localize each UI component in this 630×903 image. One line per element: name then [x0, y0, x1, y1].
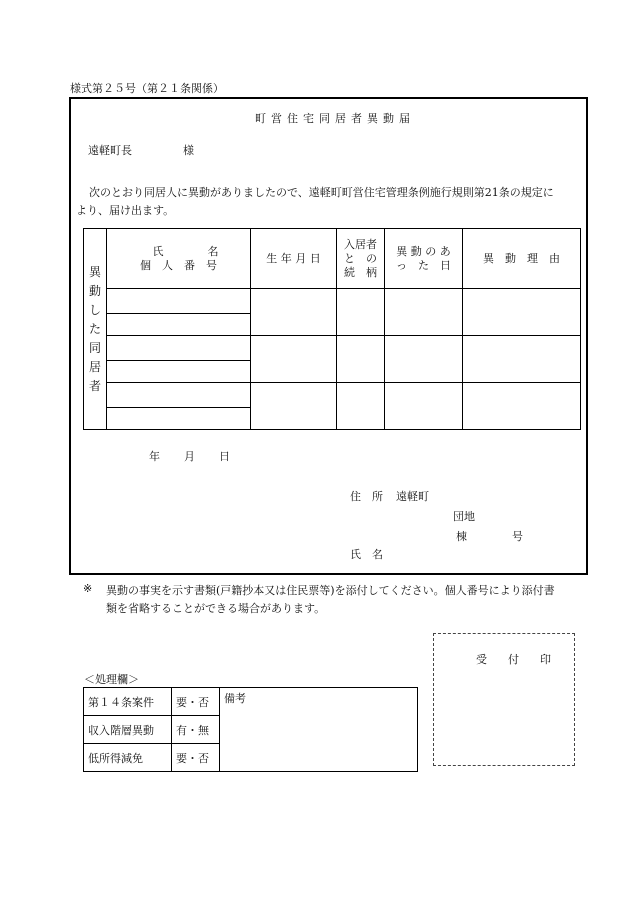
header-birthdate: 生 年 月 日: [251, 229, 337, 289]
processing-value[interactable]: 要・否: [172, 744, 220, 772]
name-cell[interactable]: [107, 289, 251, 314]
name-cell[interactable]: [107, 383, 251, 408]
reason-cell[interactable]: [463, 289, 581, 336]
intro-line-1: 次のとおり同居人に異動がありましたので、遠軽町町営住宅管理条例施行規則第21条の規定に: [89, 186, 554, 199]
processing-value[interactable]: 有・無: [172, 716, 220, 744]
birthdate-cell[interactable]: [251, 289, 337, 336]
relocation-table: [83, 228, 581, 430]
birthdate-cell[interactable]: [251, 336, 337, 383]
date-day-label: 日: [219, 450, 230, 463]
change-date-cell[interactable]: [385, 289, 463, 336]
header-relation: 入居者 と の 続 柄: [337, 229, 385, 289]
note-line-2: 類を省略することができる場合があります。: [106, 602, 326, 615]
header-name: 氏 名 個 人 番 号: [107, 229, 251, 289]
date-year-label: 年: [149, 450, 160, 463]
individual-number-cells[interactable]: [107, 408, 251, 430]
table-row: [84, 383, 581, 408]
individual-number-cells[interactable]: [107, 314, 251, 336]
individual-number-cells[interactable]: [107, 361, 251, 383]
table-row: [84, 336, 581, 361]
relation-cell[interactable]: [337, 383, 385, 430]
form-number: 様式第２５号（第２１条関係）: [70, 82, 224, 95]
processing-value[interactable]: 要・否: [172, 688, 220, 716]
header-change-date: 異 動 の あ っ た 日: [385, 229, 463, 289]
address-label: 住 所: [350, 490, 383, 503]
change-date-cell[interactable]: [385, 336, 463, 383]
processing-row: [84, 688, 418, 716]
processing-table: [83, 687, 418, 772]
table-header-row: [84, 229, 581, 289]
form-title: 町営住宅同居者異動届: [255, 112, 415, 125]
address-unit: 号: [512, 530, 523, 543]
address-building: 棟: [456, 530, 467, 543]
remarks-cell[interactable]: [220, 688, 418, 772]
birthdate-cell[interactable]: [251, 383, 337, 430]
date-month-label: 月: [184, 450, 195, 463]
remarks-label: 備考: [224, 692, 246, 705]
note-line-1: 異動の事実を示す書類(戸籍抄本又は住民票等)を添付してください。個人番号により添付書: [106, 584, 555, 597]
side-label: 異 動 し た 同 居 者: [84, 229, 107, 430]
relation-cell[interactable]: [337, 289, 385, 336]
header-reason: 異 動 理 由: [463, 229, 581, 289]
addressee-mayor: 遠軽町長: [88, 144, 132, 157]
table-row: [84, 289, 581, 314]
receipt-stamp-label: 受 付 印: [476, 653, 556, 666]
processing-label: ＜処理欄＞: [84, 673, 139, 686]
processing-item: 収入階層異動: [84, 716, 172, 744]
reason-cell[interactable]: [463, 383, 581, 430]
note-mark: ※: [83, 582, 93, 595]
applicant-name-label: 氏 名: [350, 548, 383, 561]
relation-cell[interactable]: [337, 336, 385, 383]
address-complex: 団地: [453, 510, 475, 523]
name-cell[interactable]: [107, 336, 251, 361]
change-date-cell[interactable]: [385, 383, 463, 430]
addressee-honorific: 様: [183, 144, 194, 157]
reason-cell[interactable]: [463, 336, 581, 383]
intro-line-2: より、届け出ます。: [76, 204, 175, 217]
address-town: 遠軽町: [396, 490, 429, 503]
processing-item: 低所得減免: [84, 744, 172, 772]
processing-item: 第１４条案件: [84, 688, 172, 716]
